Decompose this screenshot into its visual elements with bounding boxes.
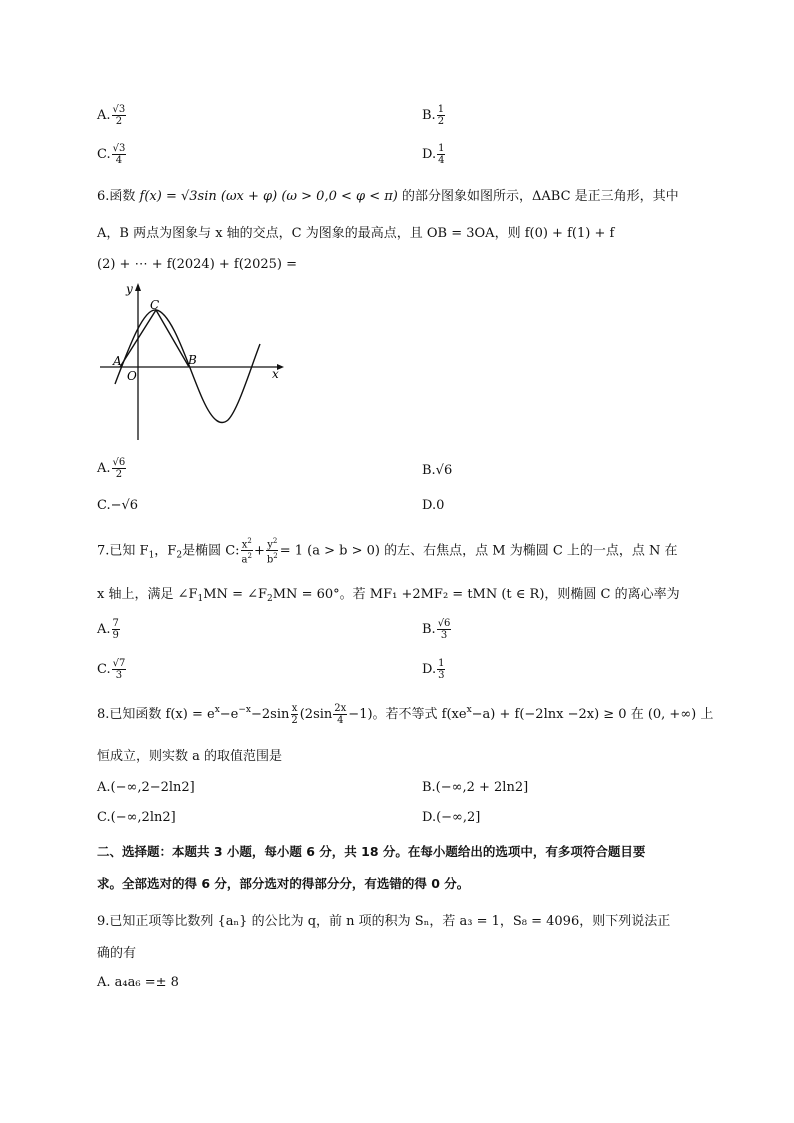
q7-option-d[interactable]: D. $\frac{1}{3}$	[422, 658, 445, 681]
label-c: C	[150, 298, 160, 312]
q7-stem-line1: 7.已知 $F_1$，$F_2$是椭圆 C: $\frac{x^2}{a^2}$ + $\frac{y^2}{b^2}$ = 1 (a > b > 0) 的左、右焦点，点 M 为椭圆 C 上的一点，点 N 在	[97, 537, 678, 566]
q6-option-b[interactable]: B.√6	[422, 463, 453, 478]
label-y: y	[126, 282, 133, 296]
section2-instructions-line2: 求。全部选对的得 6 分，部分选对的得部分分，有选错的得 0 分。	[97, 876, 470, 891]
q5-option-a[interactable]: A. $\frac{√3}{2}$	[97, 104, 126, 127]
q7-option-c[interactable]: C. $\frac{√7}{3}$	[97, 658, 126, 681]
q9-stem-line2: 确的有	[97, 946, 137, 961]
q8-option-b[interactable]: B.(−∞,2 + 2ln2]	[422, 780, 529, 795]
q7-stem-line2: x 轴上，满足 $\angle F_1MN$ = $\angle F_2MN = 60^\circ$。若 MF₁ +2MF₂ = tMN (t ∈ R)，则椭圆 C 的离心率为	[97, 587, 680, 604]
q8-stem-line1: 8.已知函数 $f(x) = e^x-e^{-x}-2\sin$ $\frac{x}{2}$ (2sin $\frac{2x}{4}$ −1)。若不等式 $f(xe^x-a) + f(-2\ln x -2x) \ge 0$ 在 (0, +∞) 上	[97, 703, 714, 726]
label-b: B	[188, 353, 197, 367]
q7-option-b[interactable]: B. $\frac{√6}{3}$	[422, 618, 451, 641]
q9-option-a[interactable]: A. a₄a₆ =± 8	[97, 975, 179, 990]
q8-option-c[interactable]: C.(−∞,2ln2]	[97, 810, 176, 825]
q5-option-d[interactable]: D. $\frac{1}{4}$	[422, 143, 445, 166]
label-x: x	[272, 367, 279, 381]
section2-instructions-line1: 二、选择题：本题共 3 小题，每小题 6 分，共 18 分。在每小题给出的选项中，有多项符合题目要	[97, 844, 646, 859]
q8-option-d[interactable]: D.(−∞,2]	[422, 810, 481, 825]
q7-option-a[interactable]: A. $\frac{7}{9}$	[97, 618, 119, 641]
q8-option-a[interactable]: A.(−∞,2−2ln2]	[97, 780, 195, 795]
label-o: O	[127, 369, 137, 383]
q5-option-c[interactable]: C. $\frac{√3}{4}$	[97, 143, 126, 166]
q6-option-d[interactable]: D.0	[422, 498, 445, 513]
q8-stem-line2: 恒成立，则实数 a 的取值范围是	[97, 749, 283, 764]
q5-option-b[interactable]: B. $\frac{1}{2}$	[422, 104, 445, 127]
q6-option-c[interactable]: C.−√6	[97, 498, 139, 513]
q6-stem-line2: A，B 两点为图象与 x 轴的交点，C 为图象的最高点，且 OB = 3OA，则 f(0) + f(1) + f	[97, 226, 615, 241]
q7-vector-equation: MF₁ +2MF₂ = tMN (t ∈ R)，则椭圆 C 的离心率为	[369, 587, 680, 602]
y-axis-arrow	[135, 283, 141, 291]
label-a: A	[113, 354, 122, 368]
q9-stem-line1: 9.已知正项等比数列 {aₙ} 的公比为 q，前 n 项的积为 Sₙ，若 a₃ = 1，S₈ = 4096，则下列说法正	[97, 914, 671, 929]
q6-function-graph	[98, 280, 288, 445]
q6-stem-line3: (2) + ⋯ + f(2024) + f(2025) =	[97, 257, 297, 272]
q6-option-a[interactable]: A. $\frac{√6}{2}$	[97, 457, 126, 480]
q6-stem-line1: 6.函数 f(x) = √3sin (ωx + φ) (ω > 0,0 < φ < π) 的部分图象如图所示，ΔABC 是正三角形，其中	[97, 189, 679, 204]
